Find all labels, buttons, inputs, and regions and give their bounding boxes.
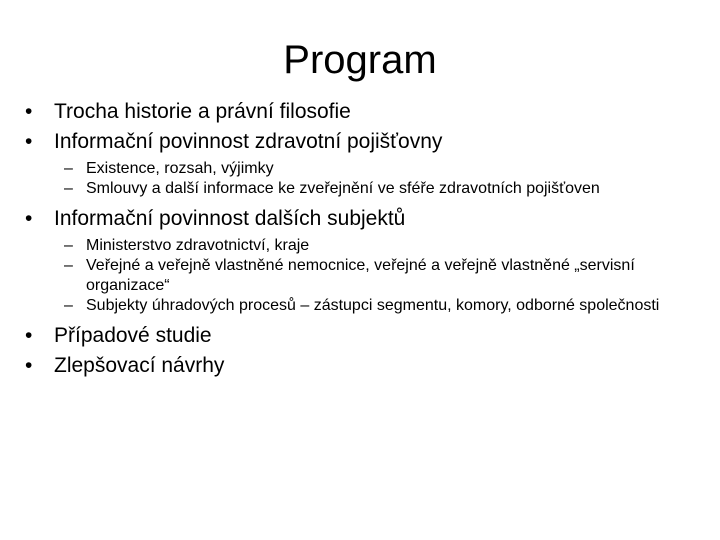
dash-icon: – xyxy=(64,160,73,177)
sub-item-text: Ministerstvo zdravotnictví, kraje xyxy=(86,237,310,254)
bullet-item-improvements xyxy=(24,351,704,381)
bullet-text: Trocha historie a právní filosofie xyxy=(54,100,351,123)
sub-item-ministry xyxy=(24,236,704,256)
dash-icon: – xyxy=(64,257,73,274)
bullet-icon: • xyxy=(25,100,33,123)
slide-content xyxy=(24,97,704,381)
bullet-icon: • xyxy=(25,354,33,377)
bullet-text: Informační povinnost zdravotní pojišťovny xyxy=(54,130,443,153)
dash-icon: – xyxy=(64,297,73,314)
slide-title: Program xyxy=(283,38,437,82)
sub-list-insurance xyxy=(24,159,704,199)
bullet-text: Zlepšovací návrhy xyxy=(54,354,225,377)
bullet-item-insurance-duty xyxy=(24,127,704,157)
bullet-icon: • xyxy=(25,324,33,347)
bullet-icon: • xyxy=(25,207,33,230)
bullet-text: Informační povinnost dalších subjektů xyxy=(54,207,406,230)
sub-list-other-subjects xyxy=(24,236,704,316)
sub-item-scope xyxy=(24,159,704,179)
sub-item-text: Existence, rozsah, výjimky xyxy=(86,160,274,177)
bullet-text: Případové studie xyxy=(54,324,212,347)
sub-item-text: Smlouvy a další informace ke zveřejnění ve sféře zdravotních pojišťoven xyxy=(86,180,600,197)
sub-item-hospitals xyxy=(24,256,691,296)
bullet-icon: • xyxy=(25,130,33,153)
dash-icon: – xyxy=(64,237,73,254)
sub-item-text: Veřejné a veřejně vlastněné nemocnice, veřejné a veřejně vlastněné „servisní organizace“ xyxy=(86,257,635,294)
bullet-item-other-subjects xyxy=(24,204,704,234)
bullet-item-case-studies xyxy=(24,321,704,351)
sub-item-contracts xyxy=(24,179,704,199)
sub-item-reimbursement xyxy=(24,296,691,316)
bullet-item-history xyxy=(24,97,704,127)
dash-icon: – xyxy=(64,180,73,197)
sub-item-text: Subjekty úhradových procesů – zástupci segmentu, komory, odborné společnosti xyxy=(86,297,660,314)
